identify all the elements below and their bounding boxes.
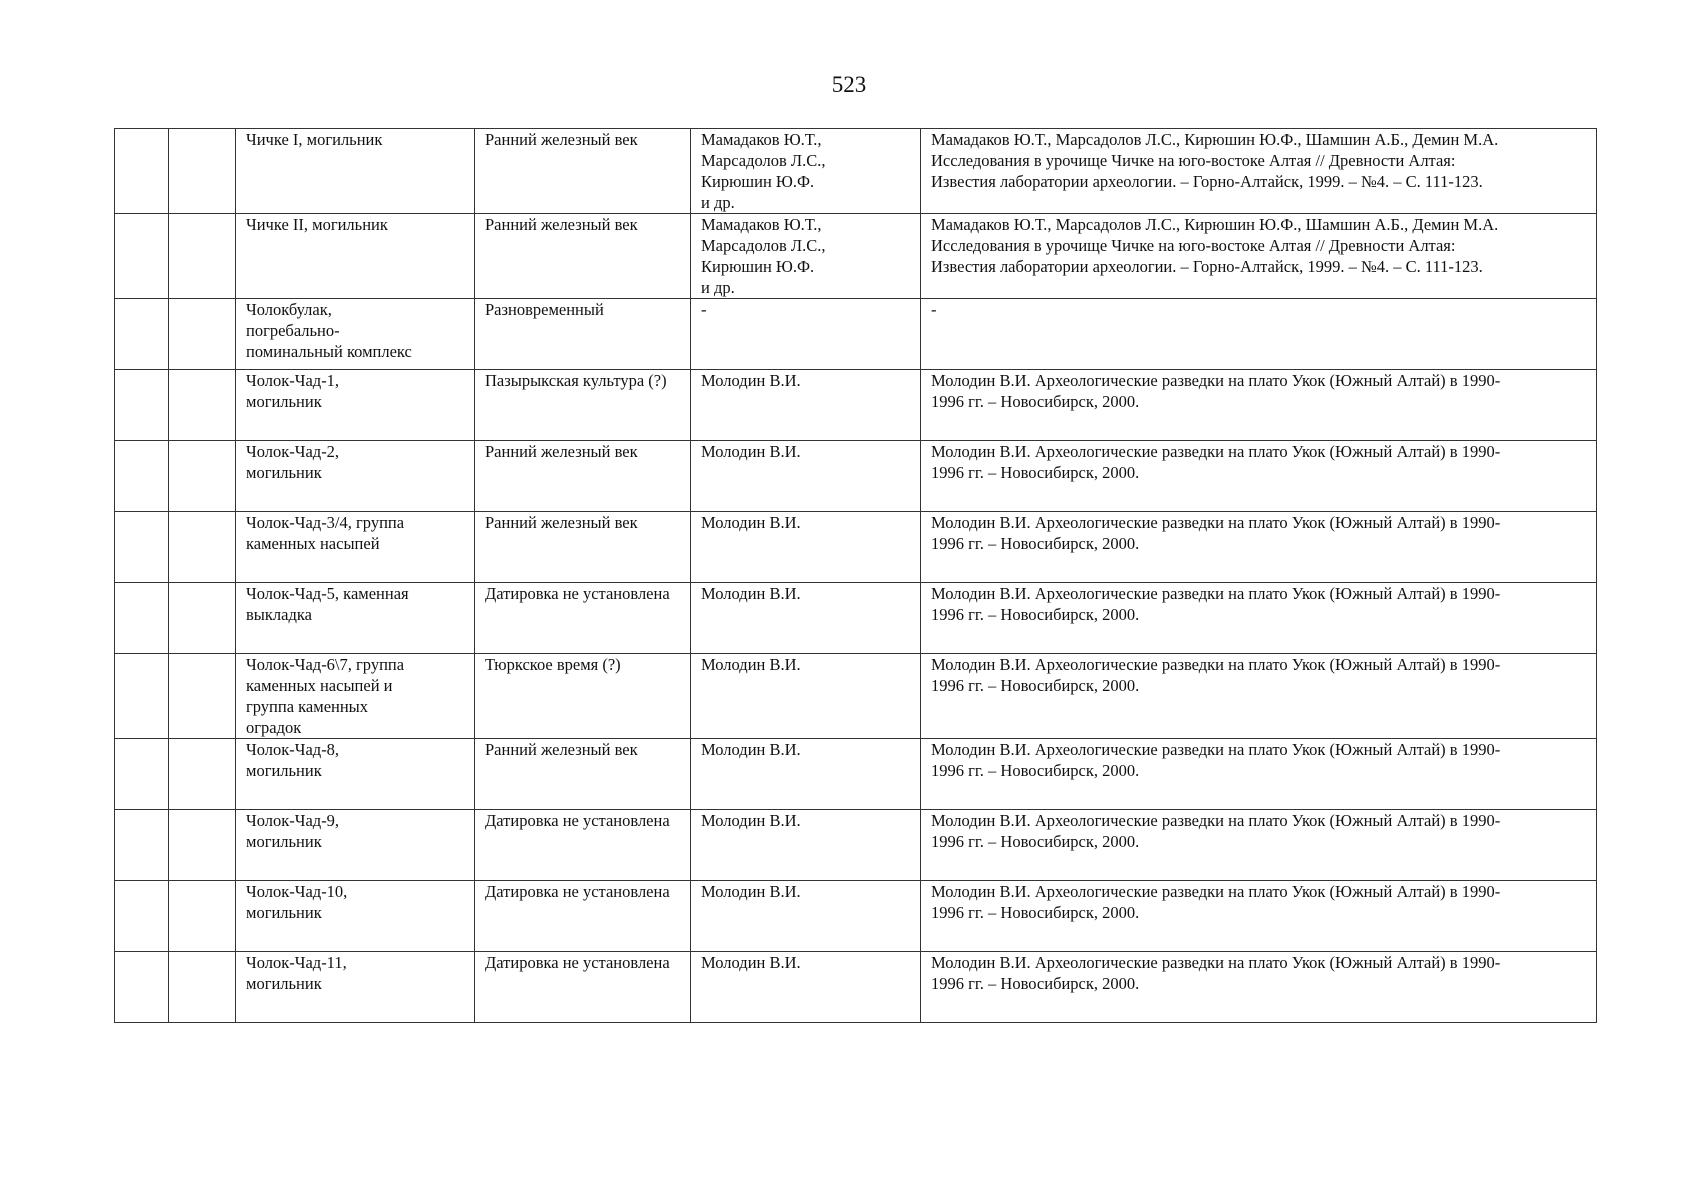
table-row xyxy=(115,952,1597,1023)
dating-cell: Пазырыкская культура (?) xyxy=(475,370,691,441)
dating-cell: Датировка не установлена xyxy=(475,583,691,654)
site-name-cell: Чолок-Чад-11, могильник xyxy=(236,952,475,1023)
monument-table xyxy=(114,128,1597,1023)
row-number-cell xyxy=(115,370,169,441)
row-number-cell xyxy=(115,952,169,1023)
table-row xyxy=(115,810,1597,881)
row-number-cell xyxy=(115,583,169,654)
dating-cell: Ранний железный век xyxy=(475,739,691,810)
table-row xyxy=(115,370,1597,441)
reference-cell: Молодин В.И. Археологические разведки на плато Укок (Южный Алтай) в 1990- 1996 гг. – Новосибирск, 2000. xyxy=(921,441,1597,512)
dating-cell: Ранний железный век xyxy=(475,441,691,512)
reference-cell: Молодин В.И. Археологические разведки на плато Укок (Южный Алтай) в 1990- 1996 гг. – Новосибирск, 2000. xyxy=(921,654,1597,739)
site-name-cell: Чолок-Чад-5, каменная выкладка xyxy=(236,583,475,654)
row-code-cell xyxy=(169,441,236,512)
row-number-cell xyxy=(115,299,169,370)
table-row xyxy=(115,441,1597,512)
row-number-cell xyxy=(115,654,169,739)
reference-cell: Молодин В.И. Археологические разведки на плато Укок (Южный Алтай) в 1990- 1996 гг. – Новосибирск, 2000. xyxy=(921,583,1597,654)
row-number-cell xyxy=(115,214,169,299)
table-row xyxy=(115,214,1597,299)
table-row xyxy=(115,881,1597,952)
row-number-cell xyxy=(115,810,169,881)
researcher-cell: Молодин В.И. xyxy=(691,739,921,810)
dating-cell: Ранний железный век xyxy=(475,129,691,214)
row-code-cell xyxy=(169,952,236,1023)
dating-cell: Датировка не установлена xyxy=(475,881,691,952)
reference-cell: Мамадаков Ю.Т., Марсадолов Л.С., Кирюшин Ю.Ф., Шамшин А.Б., Демин М.А. Исследования в урочище Чичке на юго-востоке Алтая // Древности Алтая: Известия лаборатории археологии. – Горно-Алтайск, 1999. – №4. – С. 111-123. xyxy=(921,214,1597,299)
table-row xyxy=(115,739,1597,810)
researcher-cell: - xyxy=(691,299,921,370)
reference-cell: Молодин В.И. Археологические разведки на плато Укок (Южный Алтай) в 1990- 1996 гг. – Новосибирск, 2000. xyxy=(921,512,1597,583)
row-code-cell xyxy=(169,654,236,739)
row-code-cell xyxy=(169,739,236,810)
site-name-cell: Чолок-Чад-6\7, группа каменных насыпей и группа каменных оградок xyxy=(236,654,475,739)
row-number-cell xyxy=(115,512,169,583)
reference-cell: Молодин В.И. Археологические разведки на плато Укок (Южный Алтай) в 1990- 1996 гг. – Новосибирск, 2000. xyxy=(921,952,1597,1023)
site-name-cell: Чолок-Чад-3/4, группа каменных насыпей xyxy=(236,512,475,583)
row-number-cell xyxy=(115,441,169,512)
researcher-cell: Молодин В.И. xyxy=(691,370,921,441)
researcher-cell: Молодин В.И. xyxy=(691,654,921,739)
researcher-cell: Молодин В.И. xyxy=(691,881,921,952)
table-row xyxy=(115,512,1597,583)
page-number: 523 xyxy=(831,72,867,97)
reference-cell: Мамадаков Ю.Т., Марсадолов Л.С., Кирюшин Ю.Ф., Шамшин А.Б., Демин М.А. Исследования в урочище Чичке на юго-востоке Алтая // Древности Алтая: Известия лаборатории археологии. – Горно-Алтайск, 1999. – №4. – С. 111-123. xyxy=(921,129,1597,214)
site-name-cell: Чолок-Чад-8, могильник xyxy=(236,739,475,810)
row-code-cell xyxy=(169,583,236,654)
reference-cell: Молодин В.И. Археологические разведки на плато Укок (Южный Алтай) в 1990- 1996 гг. – Новосибирск, 2000. xyxy=(921,881,1597,952)
dating-cell: Датировка не установлена xyxy=(475,810,691,881)
table-row xyxy=(115,654,1597,739)
researcher-cell: Молодин В.И. xyxy=(691,810,921,881)
row-code-cell xyxy=(169,299,236,370)
researcher-cell: Молодин В.И. xyxy=(691,583,921,654)
researcher-cell: Молодин В.И. xyxy=(691,952,921,1023)
researcher-cell: Мамадаков Ю.Т., Марсадолов Л.С., Кирюшин Ю.Ф. и др. xyxy=(691,129,921,214)
row-code-cell xyxy=(169,214,236,299)
site-name-cell: Чолок-Чад-2, могильник xyxy=(236,441,475,512)
row-code-cell xyxy=(169,370,236,441)
researcher-cell: Мамадаков Ю.Т., Марсадолов Л.С., Кирюшин Ю.Ф. и др. xyxy=(691,214,921,299)
site-name-cell: Чолок-Чад-1, могильник xyxy=(236,370,475,441)
dating-cell: Разновременный xyxy=(475,299,691,370)
row-number-cell xyxy=(115,739,169,810)
site-name-cell: Чолокбулак, погребально- поминальный комплекс xyxy=(236,299,475,370)
researcher-cell: Молодин В.И. xyxy=(691,441,921,512)
reference-cell: Молодин В.И. Археологические разведки на плато Укок (Южный Алтай) в 1990- 1996 гг. – Новосибирск, 2000. xyxy=(921,739,1597,810)
site-name-cell: Чолок-Чад-10, могильник xyxy=(236,881,475,952)
row-code-cell xyxy=(169,881,236,952)
reference-cell: - xyxy=(921,299,1597,370)
row-code-cell xyxy=(169,810,236,881)
dating-cell: Ранний железный век xyxy=(475,512,691,583)
reference-cell: Молодин В.И. Археологические разведки на плато Укок (Южный Алтай) в 1990- 1996 гг. – Новосибирск, 2000. xyxy=(921,370,1597,441)
site-name-cell: Чичке I, могильник xyxy=(236,129,475,214)
dating-cell: Датировка не установлена xyxy=(475,952,691,1023)
reference-cell: Молодин В.И. Археологические разведки на плато Укок (Южный Алтай) в 1990- 1996 гг. – Новосибирск, 2000. xyxy=(921,810,1597,881)
row-code-cell xyxy=(169,129,236,214)
table-row xyxy=(115,583,1597,654)
site-name-cell: Чолок-Чад-9, могильник xyxy=(236,810,475,881)
table-row xyxy=(115,299,1597,370)
researcher-cell: Молодин В.И. xyxy=(691,512,921,583)
row-number-cell xyxy=(115,129,169,214)
row-number-cell xyxy=(115,881,169,952)
dating-cell: Тюркское время (?) xyxy=(475,654,691,739)
dating-cell: Ранний железный век xyxy=(475,214,691,299)
site-name-cell: Чичке II, могильник xyxy=(236,214,475,299)
row-code-cell xyxy=(169,512,236,583)
table-row xyxy=(115,129,1597,214)
